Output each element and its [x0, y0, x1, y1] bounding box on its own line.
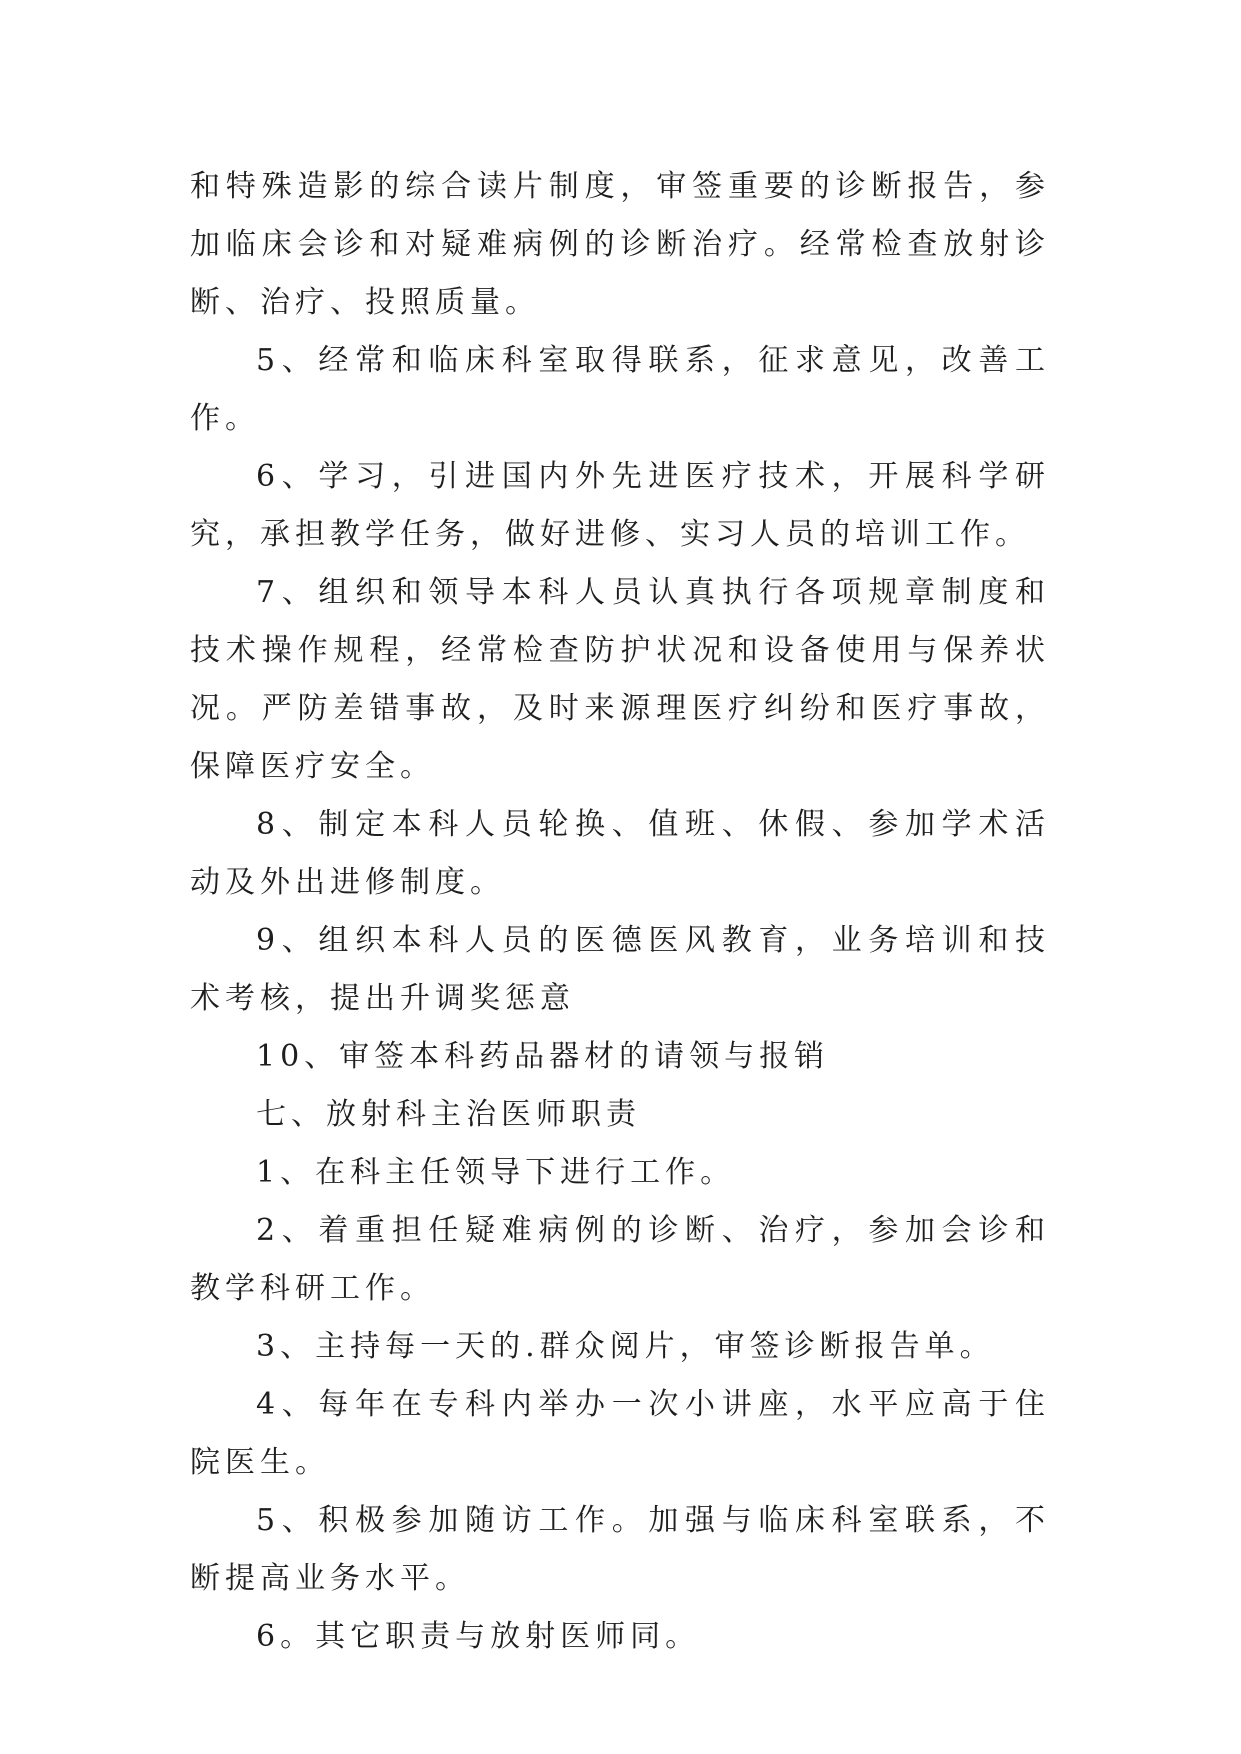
paragraph-item-8: 8、制定本科人员轮换、值班、休假、参加学术活动及外出进修制度。	[190, 807, 1050, 900]
duty-item-4: 4、每年在专科内举办一次小讲座，水平应高于住院医生。	[190, 1387, 1050, 1480]
duty-item-2: 2、着重担任疑难病例的诊断、治疗，参加会诊和教学科研工作。	[190, 1213, 1050, 1306]
paragraph-item-5: 5、经常和临床科室取得联系，征求意见，改善工作。	[190, 343, 1050, 436]
duty-item-5: 5、积极参加随访工作。加强与临床科室联系，不断提高业务水平。	[190, 1503, 1050, 1596]
paragraph-continuation: 和特殊造影的综合读片制度，审签重要的诊断报告，参加临床会诊和对疑难病例的诊断治疗。经常检查放射诊断、治疗、投照质量。	[190, 169, 1050, 320]
duty-item-1: 1、在科主任领导下进行工作。	[256, 1155, 736, 1190]
duty-item-3: 3、主持每一天的.群众阅片，审签诊断报告单。	[256, 1329, 995, 1364]
duty-item-6: 6。其它职责与放射医师同。	[256, 1619, 701, 1654]
paragraph-item-10: 10、审签本科药品器材的请领与报销	[256, 1039, 830, 1074]
paragraph-item-7: 7、组织和领导本科人员认真执行各项规章制度和技术操作规程，经常检查防护状况和设备使用与保养状况。严防差错事故，及时来源理医疗纠纷和医疗事故，保障医疗安全。	[190, 575, 1050, 784]
paragraph-item-9: 9、组织本科人员的医德医风教育，业务培训和技术考核，提出升调奖惩意	[190, 923, 1050, 1016]
paragraph-item-6: 6、学习，引进国内外先进医疗技术，开展科学研究，承担教学任务，做好进修、实习人员的培训工作。	[190, 459, 1050, 552]
document-body	[190, 158, 1050, 1666]
section-heading-attending-physician: 七、放射科主治医师职责	[256, 1097, 641, 1132]
